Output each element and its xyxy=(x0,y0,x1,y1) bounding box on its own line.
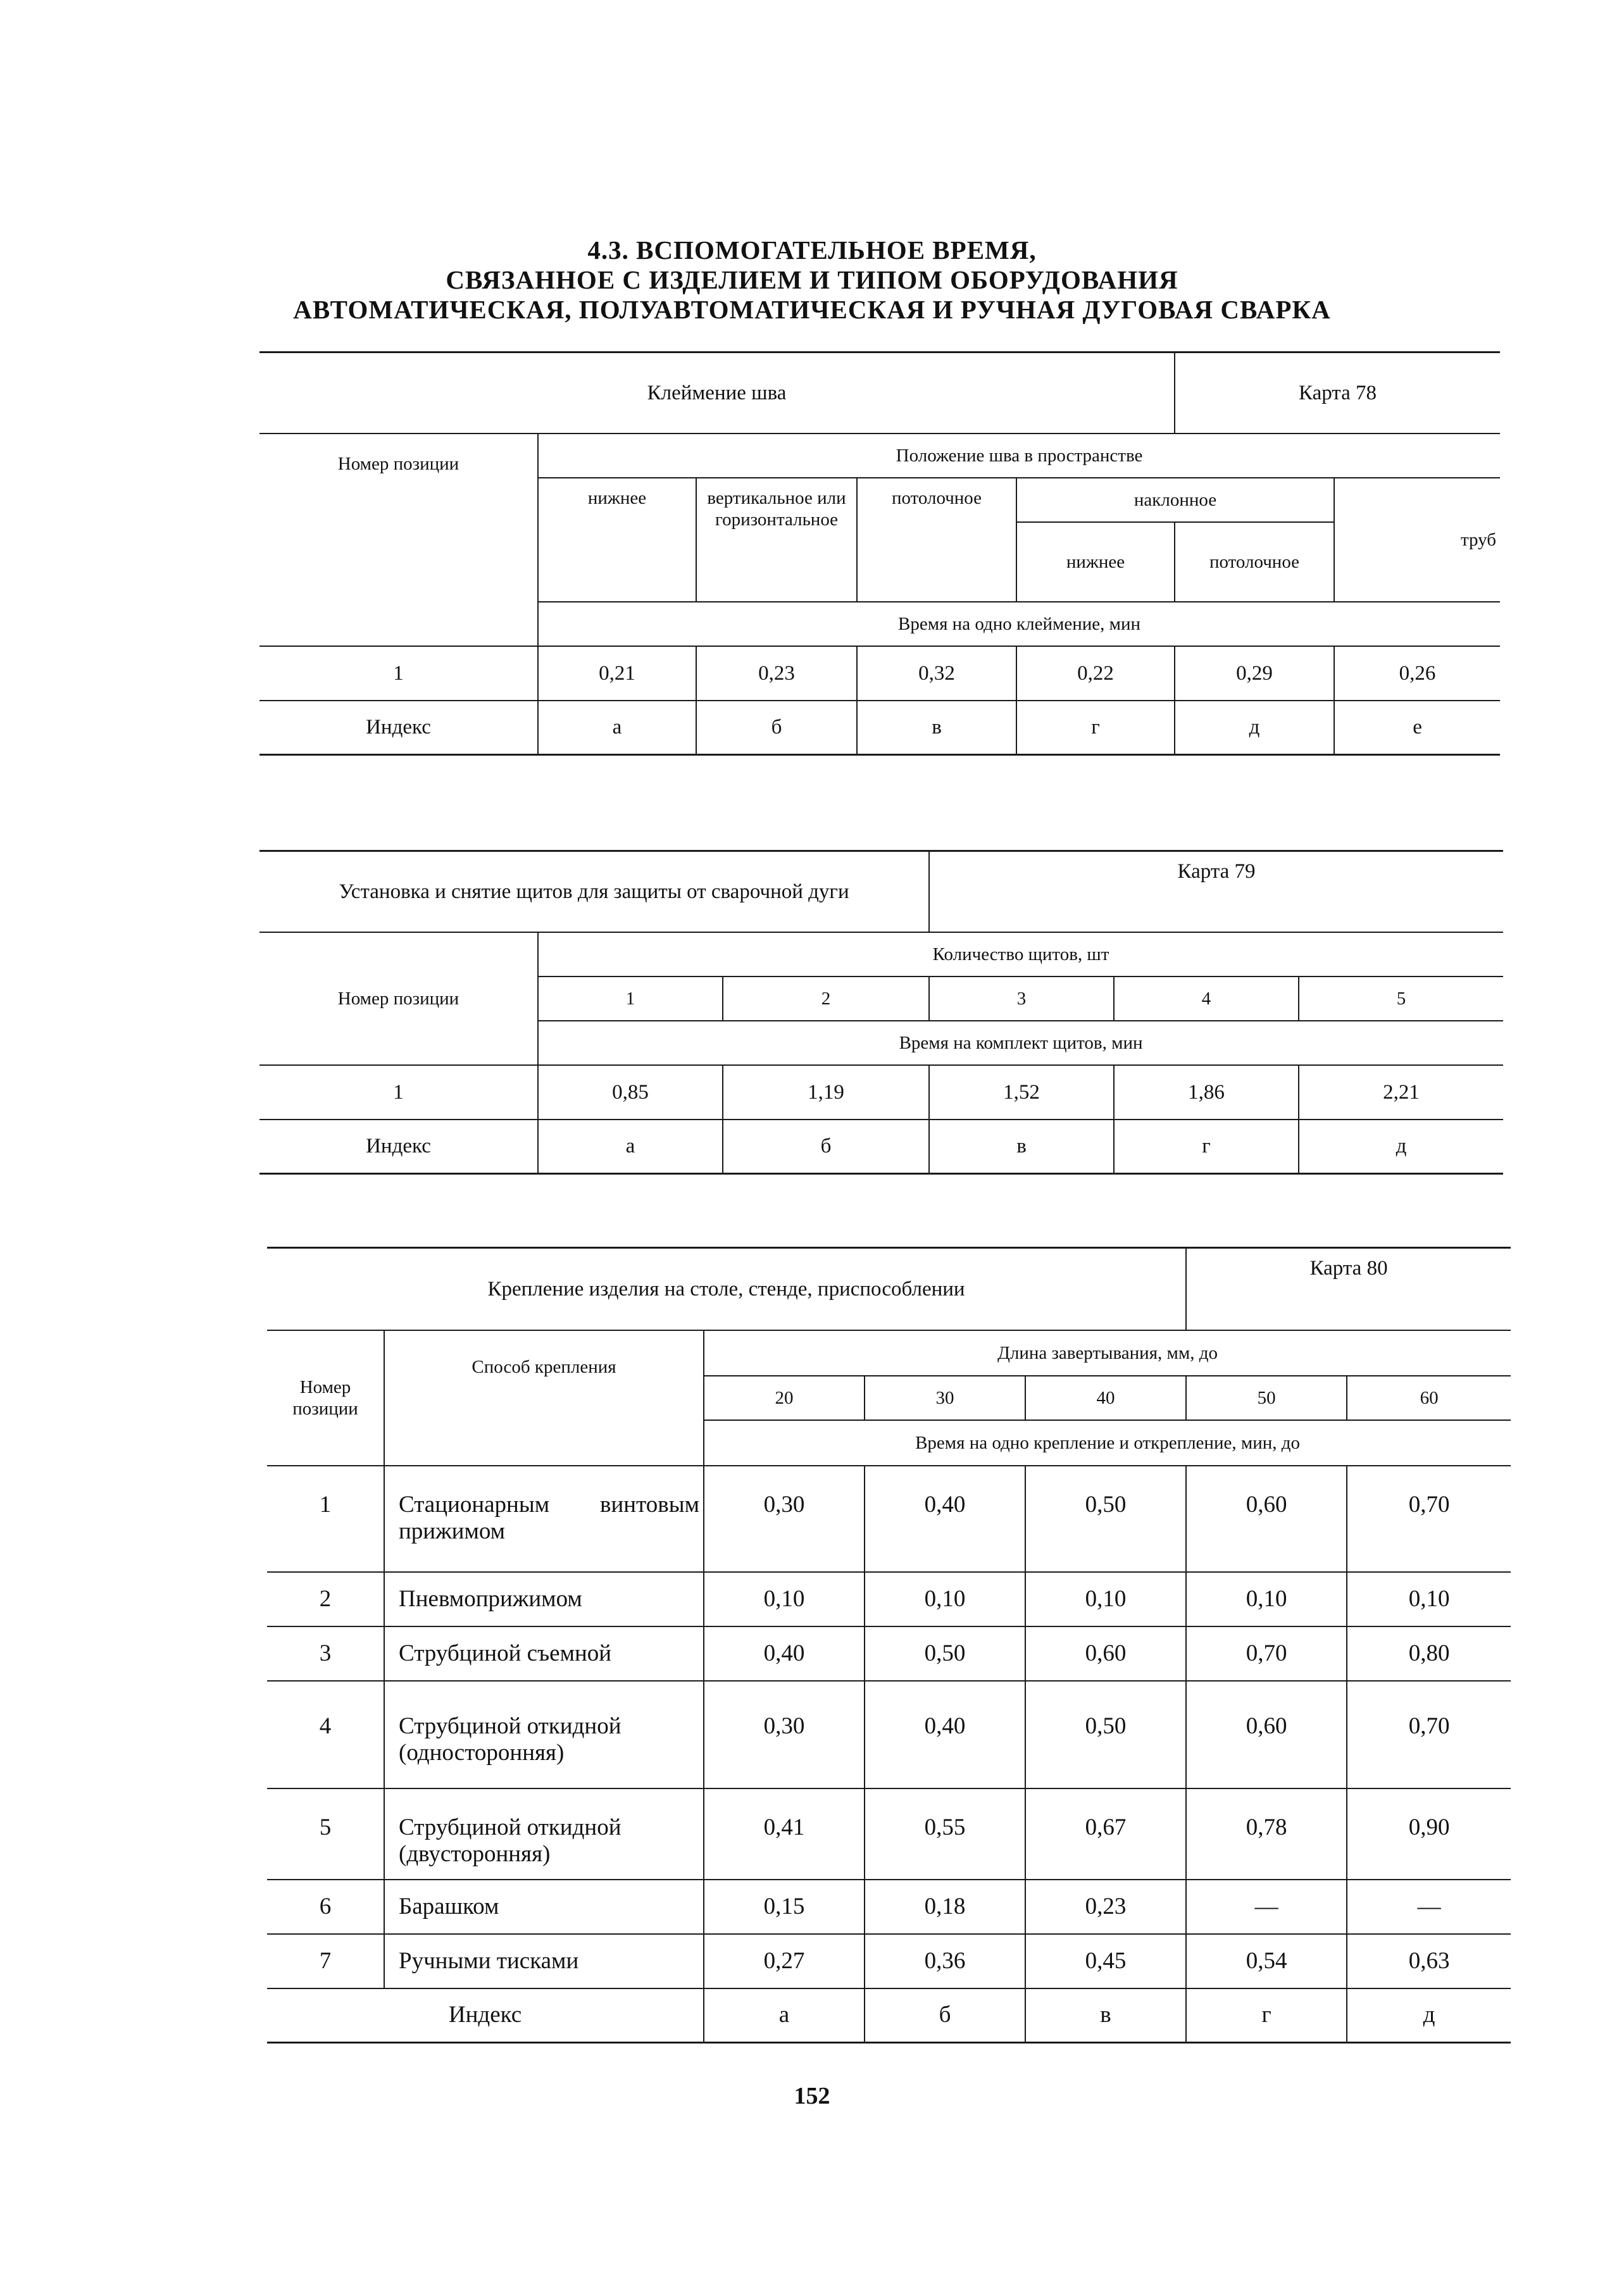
qty-col: 2 xyxy=(723,977,929,1021)
index-label: Индекс xyxy=(259,701,538,755)
index-cell: д xyxy=(1347,1988,1511,2043)
value-cell: 0,23 xyxy=(1025,1880,1186,1934)
time-header: Время на одно клеймение, мин xyxy=(538,602,1500,646)
card-80-table xyxy=(267,1247,1511,2044)
value-cell: 0,32 xyxy=(857,646,1016,701)
row-number: 5 xyxy=(267,1788,384,1880)
value-cell: 0,55 xyxy=(865,1788,1025,1880)
index-cell: г xyxy=(1186,1988,1347,2043)
value-cell: 0,10 xyxy=(1347,1572,1511,1626)
value-cell: 0,85 xyxy=(538,1065,723,1120)
card-79-label: Карта 79 xyxy=(929,851,1503,932)
row-number: 6 xyxy=(267,1880,384,1934)
index-cell: в xyxy=(857,701,1016,755)
card-78-table xyxy=(259,351,1500,756)
index-cell: а xyxy=(538,1120,723,1174)
time-header: Время на одно крепление и открепление, мин, до xyxy=(704,1420,1511,1466)
value-cell: 0,10 xyxy=(865,1572,1025,1626)
card-78-title: Клеймение шва xyxy=(259,353,1175,434)
value-cell: 0,60 xyxy=(1186,1466,1347,1572)
qty-col: 5 xyxy=(1299,977,1503,1021)
method-cell: Барашком xyxy=(384,1880,704,1934)
index-cell: б xyxy=(723,1120,929,1174)
method-header: Способ крепления xyxy=(384,1330,704,1466)
qty-col: 3 xyxy=(929,977,1114,1021)
card-78-label: Карта 78 xyxy=(1175,353,1500,434)
row-number: 7 xyxy=(267,1934,384,1988)
index-cell: б xyxy=(696,701,857,755)
length-col: 50 xyxy=(1186,1376,1347,1420)
value-cell: 1,86 xyxy=(1114,1065,1299,1120)
value-cell: 0,30 xyxy=(704,1681,865,1788)
value-cell: 0,50 xyxy=(865,1626,1025,1681)
qty-col: 4 xyxy=(1114,977,1299,1021)
card-80-title: Крепление изделия на столе, стенде, приспособлении xyxy=(267,1248,1186,1330)
index-cell: д xyxy=(1175,701,1334,755)
method-cell: Пневмоприжимом xyxy=(384,1572,704,1626)
card-79-table xyxy=(259,850,1503,1175)
value-cell: 0,90 xyxy=(1347,1788,1511,1880)
heading-line-3: АВТОМАТИЧЕСКАЯ, ПОЛУАВТОМАТИЧЕСКАЯ И РУЧНАЯ ДУГОВАЯ СВАРКА xyxy=(293,295,1331,324)
row-number: 3 xyxy=(267,1626,384,1681)
index-cell: г xyxy=(1114,1120,1299,1174)
value-cell: 0,60 xyxy=(1186,1681,1347,1788)
value-cell: 0,70 xyxy=(1186,1626,1347,1681)
time-header: Время на комплект щитов, мин xyxy=(538,1021,1503,1065)
method-cell: Ручными тисками xyxy=(384,1934,704,1988)
col-lower: нижнее xyxy=(538,478,696,602)
length-header: Длина завертывания, мм, до xyxy=(704,1330,1511,1376)
row-number: 4 xyxy=(267,1681,384,1788)
length-col: 60 xyxy=(1347,1376,1511,1420)
value-cell: 0,29 xyxy=(1175,646,1334,701)
page-number: 152 xyxy=(794,2083,830,2109)
length-col: 30 xyxy=(865,1376,1025,1420)
row-number: 1 xyxy=(259,1065,538,1120)
value-cell: 0,50 xyxy=(1025,1466,1186,1572)
col-inclined-ceiling: потолочное xyxy=(1175,522,1334,602)
row-number: 1 xyxy=(267,1466,384,1572)
index-label: Индекс xyxy=(267,1988,704,2043)
value-cell: 0,50 xyxy=(1025,1681,1186,1788)
value-cell: 0,10 xyxy=(704,1572,865,1626)
index-cell: в xyxy=(929,1120,1114,1174)
value-cell: 0,22 xyxy=(1016,646,1175,701)
col-ceiling: потолочное xyxy=(857,478,1016,602)
value-cell: 0,21 xyxy=(538,646,696,701)
value-cell: 0,54 xyxy=(1186,1934,1347,1988)
index-cell: б xyxy=(865,1988,1025,2043)
qty-header: Количество щитов, шт xyxy=(538,932,1503,977)
position-header: Положение шва в пространстве xyxy=(538,434,1500,478)
pos-header: Номер позиции xyxy=(259,932,538,1065)
value-cell: 0,18 xyxy=(865,1880,1025,1934)
value-cell: 0,36 xyxy=(865,1934,1025,1988)
value-cell: 0,45 xyxy=(1025,1934,1186,1988)
value-cell: 0,26 xyxy=(1334,646,1500,701)
value-cell: 1,52 xyxy=(929,1065,1114,1120)
value-cell: 0,40 xyxy=(865,1466,1025,1572)
value-cell: 0,15 xyxy=(704,1880,865,1934)
value-cell: 1,19 xyxy=(723,1065,929,1120)
value-cell: — xyxy=(1186,1880,1347,1934)
card-79-title: Установка и снятие щитов для защиты от сварочной дуги xyxy=(259,851,929,932)
value-cell: 0,27 xyxy=(704,1934,865,1988)
value-cell: 0,10 xyxy=(1186,1572,1347,1626)
pos-header: Номер позиции xyxy=(267,1330,384,1466)
index-cell: е xyxy=(1334,701,1500,755)
heading-line-1: 4.3. ВСПОМОГАТЕЛЬНОЕ ВРЕМЯ, xyxy=(587,235,1037,265)
col-inclined-lower: нижнее xyxy=(1016,522,1175,602)
value-cell: 2,21 xyxy=(1299,1065,1503,1120)
value-cell: 0,63 xyxy=(1347,1934,1511,1988)
value-cell: 0,67 xyxy=(1025,1788,1186,1880)
value-cell: 0,23 xyxy=(696,646,857,701)
heading-line-2: СВЯЗАННОЕ С ИЗДЕЛИЕМ И ТИПОМ ОБОРУДОВАНИЯ xyxy=(446,265,1178,294)
pos-header: Номер позиции xyxy=(259,434,538,646)
value-cell: 0,78 xyxy=(1186,1788,1347,1880)
row-number: 2 xyxy=(267,1572,384,1626)
card-80-label: Карта 80 xyxy=(1186,1248,1511,1330)
value-cell: 0,70 xyxy=(1347,1466,1511,1572)
value-cell: 0,80 xyxy=(1347,1626,1511,1681)
index-label: Индекс xyxy=(259,1120,538,1174)
value-cell: 0,30 xyxy=(704,1466,865,1572)
index-cell: г xyxy=(1016,701,1175,755)
value-cell: 0,40 xyxy=(704,1626,865,1681)
index-cell: а xyxy=(538,701,696,755)
index-cell: а xyxy=(704,1988,865,2043)
index-cell: в xyxy=(1025,1988,1186,2043)
value-cell: 0,41 xyxy=(704,1788,865,1880)
method-cell: Струбциной съемной xyxy=(384,1626,704,1681)
row-number: 1 xyxy=(259,646,538,701)
index-cell: д xyxy=(1299,1120,1503,1174)
value-cell: 0,10 xyxy=(1025,1572,1186,1626)
value-cell: 0,70 xyxy=(1347,1681,1511,1788)
section-heading xyxy=(0,235,1624,325)
length-col: 40 xyxy=(1025,1376,1186,1420)
col-inclined: наклонное xyxy=(1016,478,1334,522)
value-cell: — xyxy=(1347,1880,1511,1934)
length-col: 20 xyxy=(704,1376,865,1420)
method-cell: Стационарным винтовым прижимом xyxy=(384,1466,704,1572)
col-pipe: труб xyxy=(1334,478,1500,602)
method-cell: Струбциной откидной (двусторонняя) xyxy=(384,1788,704,1880)
qty-col: 1 xyxy=(538,977,723,1021)
method-cell: Струбциной откидной (односторонняя) xyxy=(384,1681,704,1788)
value-cell: 0,60 xyxy=(1025,1626,1186,1681)
col-vertical: вертикальное или горизонтальное xyxy=(696,478,857,602)
value-cell: 0,40 xyxy=(865,1681,1025,1788)
